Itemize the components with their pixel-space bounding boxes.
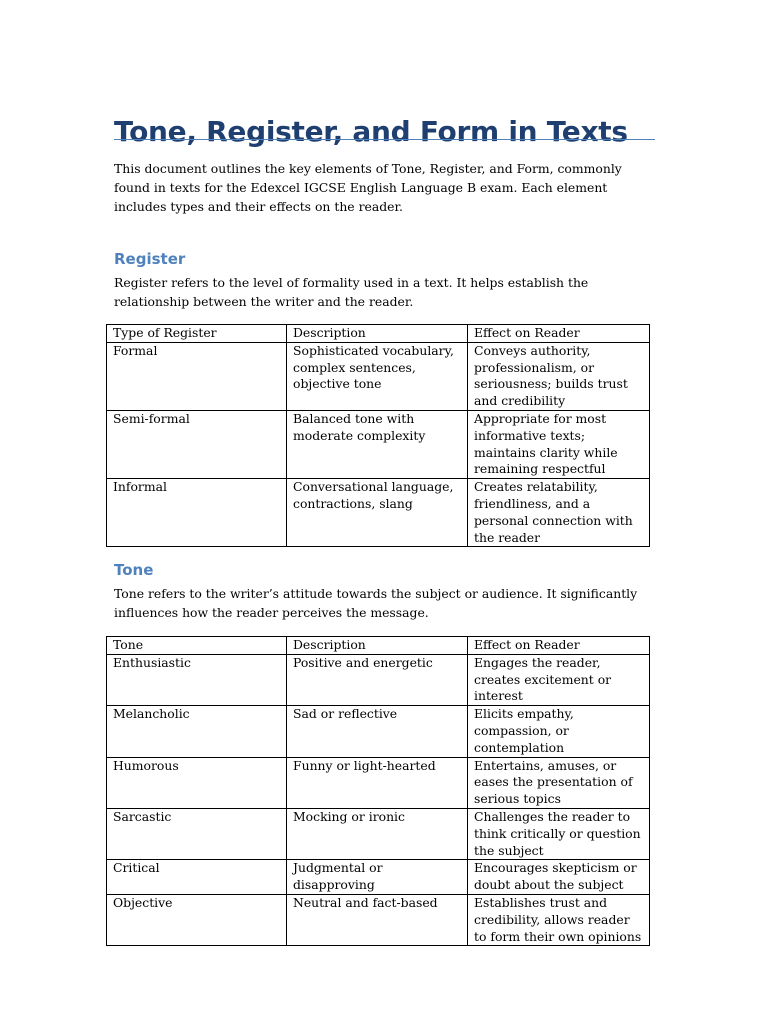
table-cell: Elicits empathy, compassion, or contemplation: [468, 706, 650, 757]
title-underline: [114, 139, 655, 140]
table-cell: Objective: [107, 894, 287, 945]
table-cell: Positive and energetic: [287, 654, 468, 705]
table-cell: Humorous: [107, 757, 287, 808]
table-cell: Conveys authority, professionalism, or seriousness; builds trust and credibility: [468, 342, 650, 410]
table-cell: Challenges the reader to think critically or question the subject: [468, 808, 650, 859]
table-cell: Informal: [107, 479, 287, 547]
column-header: Tone: [107, 637, 287, 655]
table-cell: Formal: [107, 342, 287, 410]
table-cell: Critical: [107, 860, 287, 895]
column-header: Description: [287, 637, 468, 655]
document-title: Tone, Register, and Form in Texts: [114, 114, 628, 148]
table-cell: Mocking or ironic: [287, 808, 468, 859]
tone-heading: Tone: [114, 561, 154, 579]
table-cell: Engages the reader, creates excitement or interest: [468, 654, 650, 705]
table-cell: Conversational language, contractions, slang: [287, 479, 468, 547]
table-cell: Creates relatability, friendliness, and a personal connection with the reader: [468, 479, 650, 547]
table-row: [107, 479, 650, 547]
table-header-row: [107, 637, 650, 655]
table-row: [107, 894, 650, 945]
table-row: [107, 860, 650, 895]
table-row: [107, 757, 650, 808]
table-cell: Sad or reflective: [287, 706, 468, 757]
tone-description: Tone refers to the writer’s attitude towards the subject or audience. It significantly influences how the reader perceives the message.: [114, 586, 638, 621]
table-cell: Sophisticated vocabulary, complex sentences, objective tone: [287, 342, 468, 410]
column-header: Type of Register: [107, 325, 287, 343]
column-header: Description: [287, 325, 468, 343]
table-row: [107, 342, 650, 410]
table-cell: Judgmental or disapproving: [287, 860, 468, 895]
register-heading: Register: [114, 250, 186, 268]
table-row: [107, 410, 650, 478]
table-cell: Semi-formal: [107, 410, 287, 478]
tone-table: [106, 636, 650, 946]
table-row: [107, 706, 650, 757]
table-row: [107, 654, 650, 705]
register-table: [106, 324, 650, 547]
table-cell: Melancholic: [107, 706, 287, 757]
register-description: Register refers to the level of formality used in a text. It helps establish the relationship between the writer and the reader.: [114, 275, 589, 310]
table-cell: Balanced tone with moderate complexity: [287, 410, 468, 478]
table-cell: Enthusiastic: [107, 654, 287, 705]
table-cell: Neutral and fact-based: [287, 894, 468, 945]
column-header: Effect on Reader: [468, 637, 650, 655]
table-cell: Sarcastic: [107, 808, 287, 859]
table-header-row: [107, 325, 650, 343]
table-cell: Encourages skepticism or doubt about the subject: [468, 860, 650, 895]
intro-paragraph: This document outlines the key elements of Tone, Register, and Form, commonly found in texts for the Edexcel IGCSE English Language B exam. Each element includes types and their effects on the reader.: [114, 161, 622, 215]
table-cell: Establishes trust and credibility, allows reader to form their own opinions: [468, 894, 650, 945]
table-cell: Appropriate for most informative texts; maintains clarity while remaining respectful: [468, 410, 650, 478]
column-header: Effect on Reader: [468, 325, 650, 343]
table-row: [107, 808, 650, 859]
table-cell: Funny or light-hearted: [287, 757, 468, 808]
table-cell: Entertains, amuses, or eases the presentation of serious topics: [468, 757, 650, 808]
